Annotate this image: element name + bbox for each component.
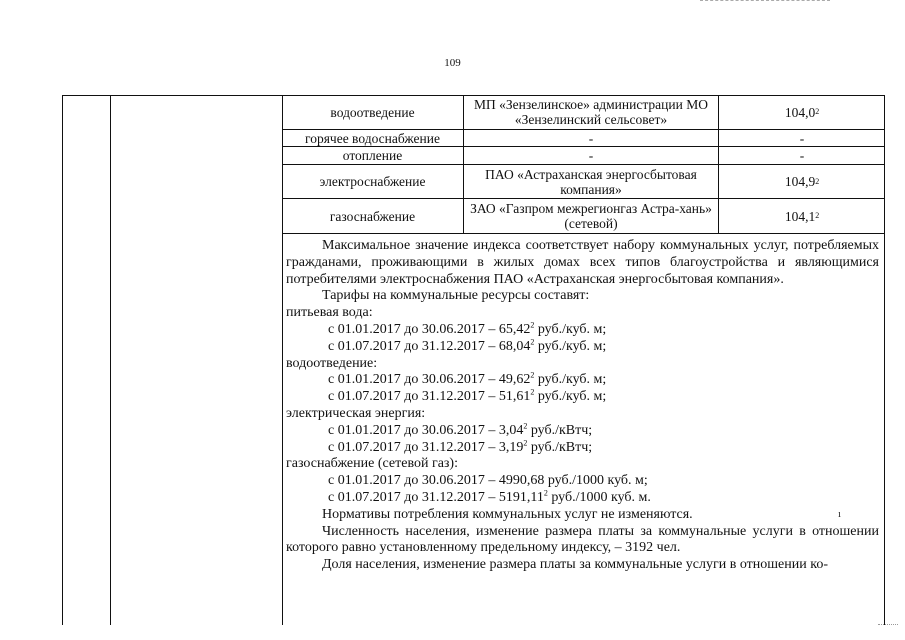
index-cell: 104,9 2 (784, 174, 820, 189)
service-cell: газоснабжение (282, 199, 464, 233)
service-cell: водоотведение (282, 95, 464, 129)
heading-gas: газоснабжение (сетевой газ): (286, 456, 458, 472)
paragraph-population: Численность населения, изменение размера платы за коммунальные услуги в отношении которого равно установленному предельному индексу, – 3192 чел. (286, 523, 879, 556)
paragraph-norms: Нормативы потребления коммунальных услуг не изменяются. (322, 506, 693, 522)
table-row (282, 147, 885, 165)
tariff-line: с 01.07.2017 до 31.12.2017 – 3,19$^2$ руб./кВтч; (328, 437, 593, 455)
provider-cell: - (464, 130, 719, 146)
paragraph-tariffs-intro: Тарифы на коммунальные ресурсы составят: (322, 288, 590, 304)
tariff-line: с 01.01.2017 до 30.06.2017 – 4990,68 руб./1000 куб. м; (328, 473, 648, 489)
service-cell: электроснабжение (282, 165, 464, 198)
paragraph-share: Доля населения, изменение размера платы за коммунальные услуги в отношении ко- (322, 557, 829, 573)
service-cell: горячее водоснабжение (282, 130, 464, 146)
index-cell: - (799, 148, 805, 163)
page-number: 109 (444, 57, 461, 69)
index-cell: 104,0 2 (784, 104, 820, 120)
heading-water: питьевая вода: (286, 305, 373, 321)
tariff-line: с 01.01.2017 до 30.06.2017 – 3,04$^2$ руб./кВтч; (328, 421, 593, 438)
tariff-line: с 01.07.2017 до 31.12.2017 – 5191,11$^2$ руб./1000 куб. м. (328, 488, 651, 505)
tariff-line: с 01.01.2017 до 30.06.2017 – 65,42$^2$ руб./куб. м; (328, 320, 607, 337)
scan-artifact-corner (878, 624, 898, 631)
index-cell: - (799, 130, 805, 146)
heading-sewer: водоотведение: (286, 355, 378, 371)
scan-mark: ı (838, 508, 842, 520)
provider-cell: - (464, 147, 719, 164)
tariff-line: с 01.07.2017 до 31.12.2017 – 51,61$^2$ руб./куб. м; (328, 387, 607, 405)
table-row (282, 165, 885, 199)
table-row (282, 130, 885, 147)
provider-cell: ЗАО «Газпром межрегионгаз Астра-хань» (сетевой) (464, 199, 719, 233)
provider-cell: ПАО «Астраханская энергосбытовая компания» (464, 165, 719, 198)
utilities-table (282, 95, 885, 234)
table-row (282, 199, 885, 234)
column-divider-1 (110, 95, 111, 625)
tariff-line: с 01.07.2017 до 31.12.2017 – 68,04$^2$ руб./куб. м; (328, 337, 607, 354)
body-text (286, 238, 879, 574)
tariff-line: с 01.01.2017 до 30.06.2017 – 49,62$^2$ руб./куб. м; (328, 370, 607, 388)
heading-electricity: электрическая энергия: (286, 405, 426, 421)
index-cell: 104,1 2 (784, 208, 820, 224)
provider-cell: МП «Зензелинское» администрации МО «Зензелинский сельсовет» (464, 95, 719, 129)
service-cell: отопление (282, 147, 464, 164)
paragraph-max-index: Максимальное значение индекса соответствует набору коммунальных услуг, потребляемых гражданами, проживающими в жилых домах всех типов благоустройства и являющимися потребителями электроснабжения ПАО «Астраханская энергосбытовая компания». (286, 238, 879, 287)
scan-artifact-top (700, 0, 830, 5)
table-row (282, 95, 885, 130)
